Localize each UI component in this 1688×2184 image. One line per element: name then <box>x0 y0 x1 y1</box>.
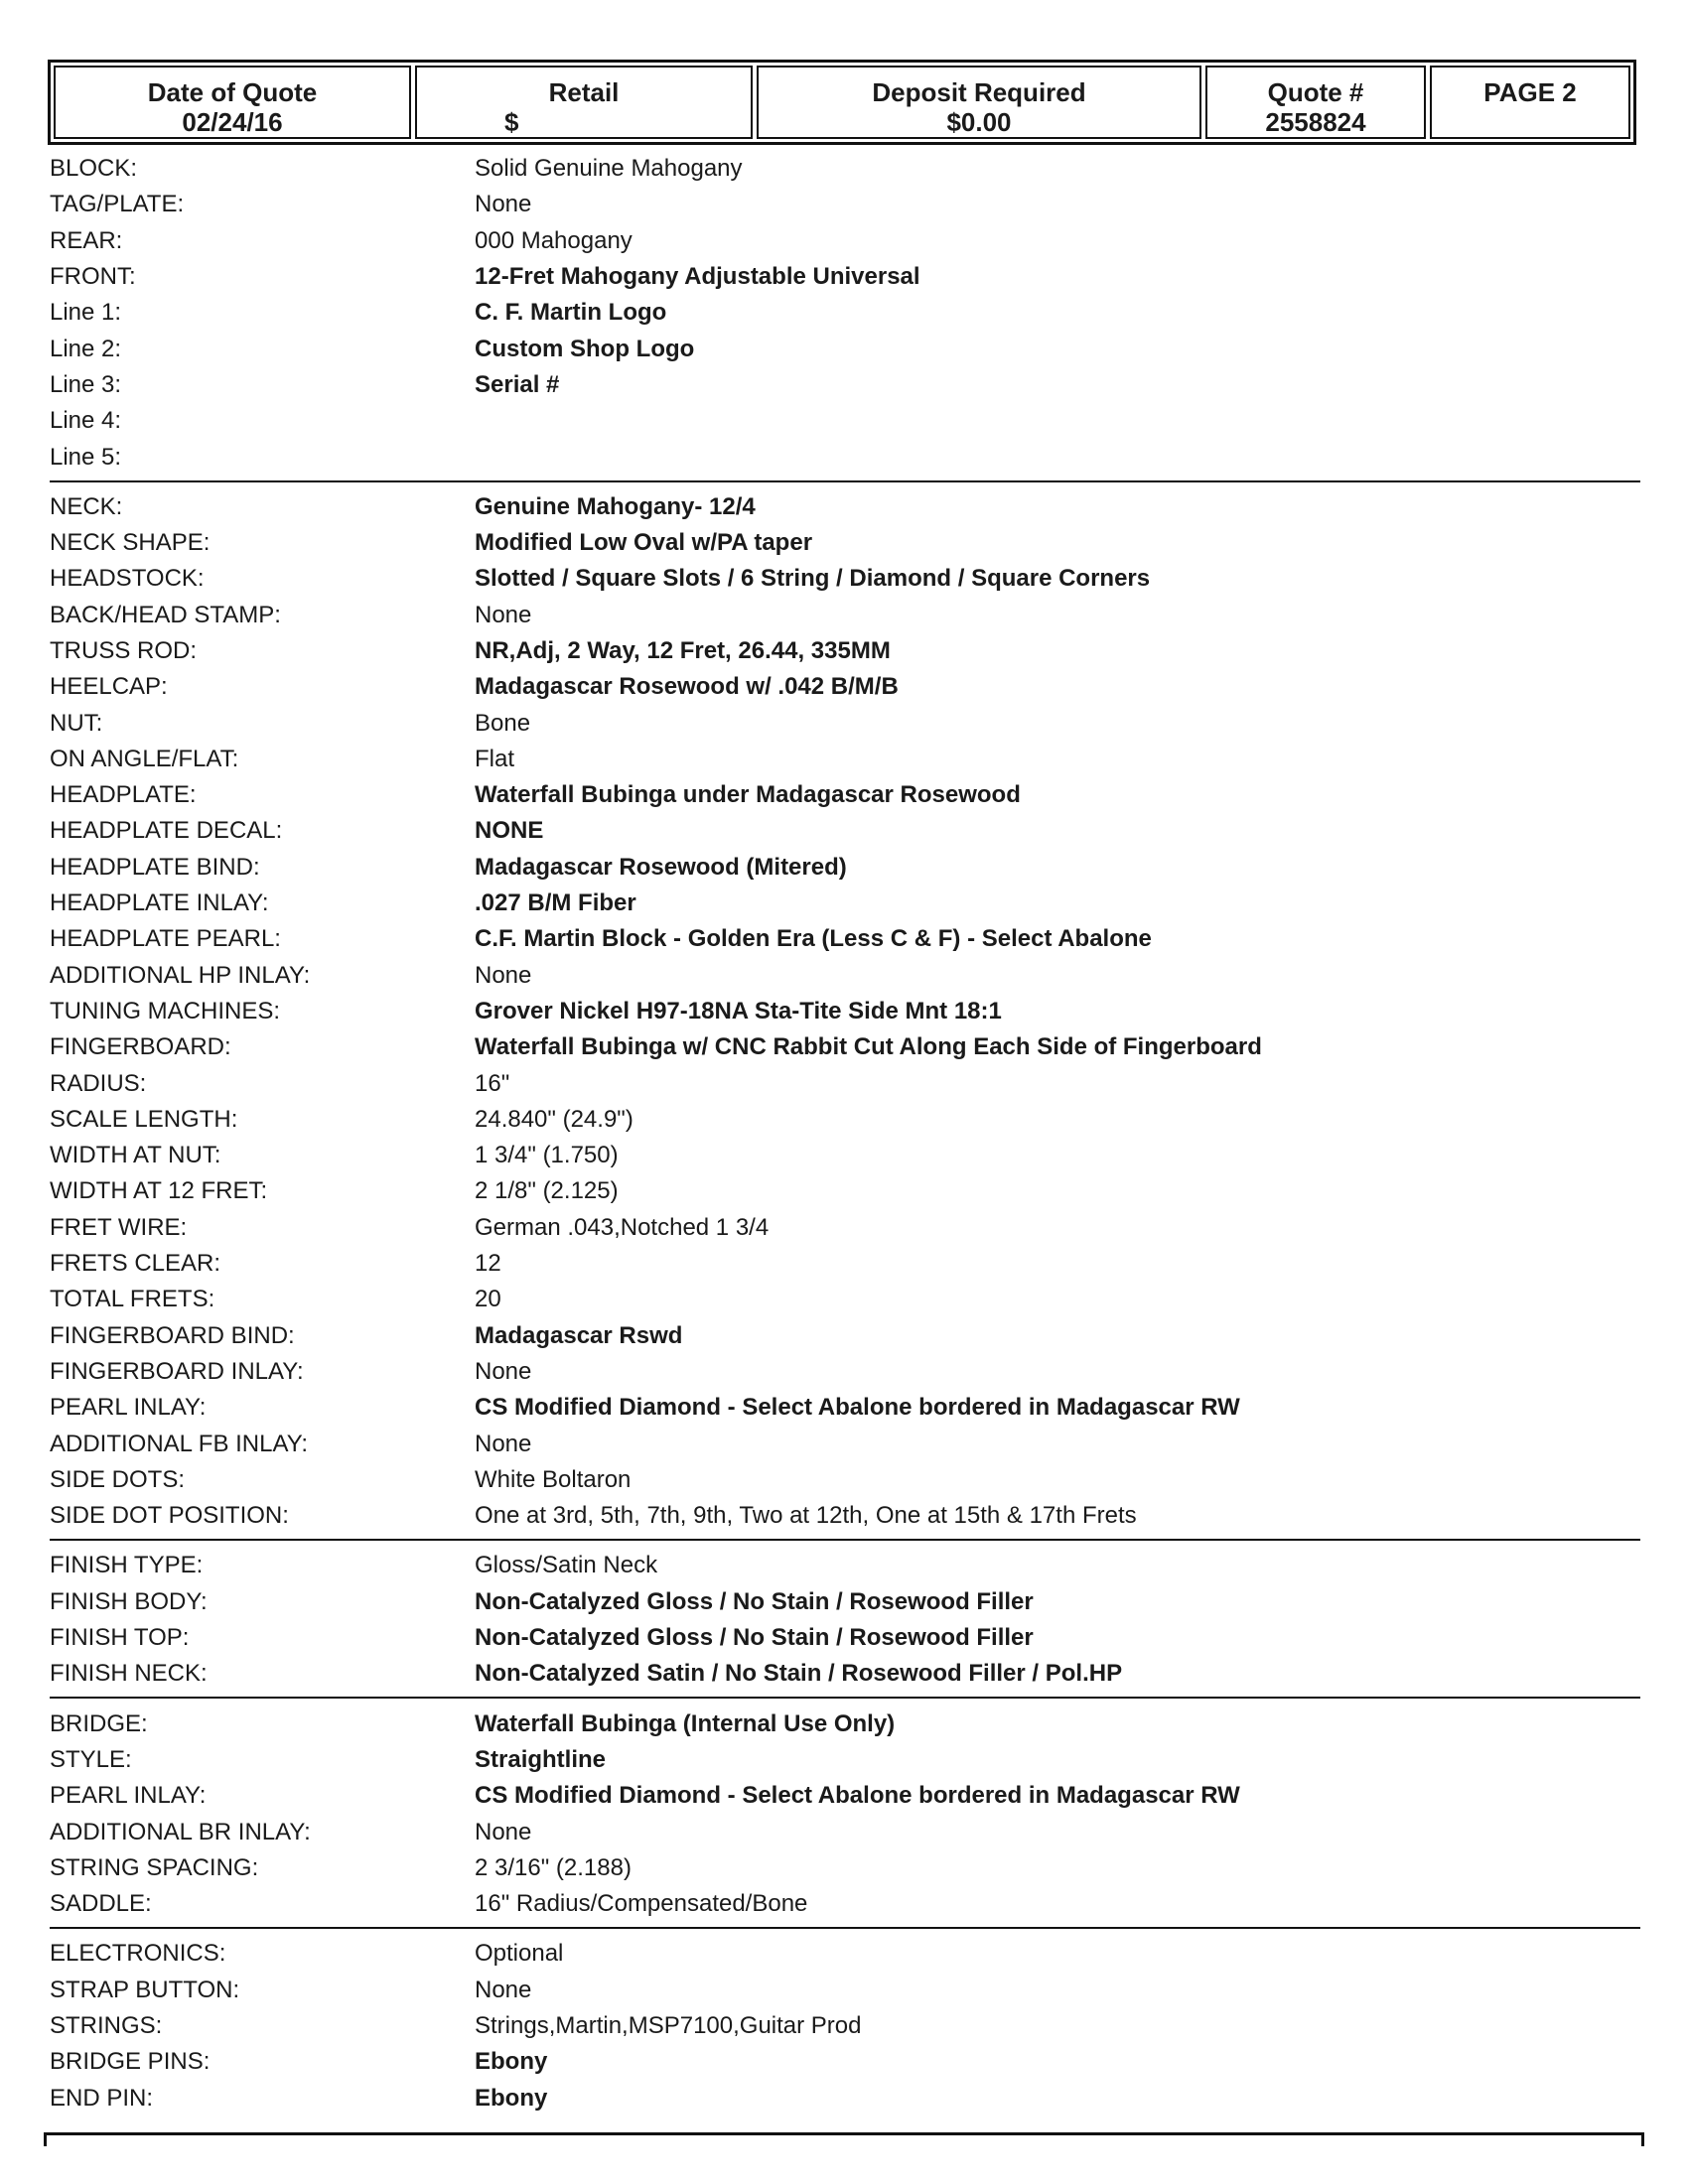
spec-row <box>50 958 1640 994</box>
spec-label: STYLE: <box>50 1745 132 1773</box>
spec-value: None <box>475 1357 532 1385</box>
date-of-quote-value: 02/24/16 <box>182 107 283 137</box>
spec-row <box>50 886 1640 921</box>
spec-row <box>50 1742 1640 1778</box>
spec-value: NONE <box>475 817 544 845</box>
spec-value: Genuine Mahogany- 12/4 <box>475 492 756 520</box>
spec-row <box>50 439 1640 475</box>
spec-row <box>50 813 1640 849</box>
spec-label: ON ANGLE/FLAT: <box>50 745 239 772</box>
spec-label: Line 5: <box>50 443 122 471</box>
spec-row <box>50 1850 1640 1886</box>
spec-value: 000 Mahogany <box>475 226 633 254</box>
spec-row <box>50 1706 1640 1741</box>
spec-value: None <box>475 1430 532 1457</box>
spec-value: Optional <box>475 1940 564 1968</box>
spec-value: None <box>475 601 532 628</box>
spec-row <box>50 1282 1640 1317</box>
spec-label: WIDTH AT 12 FRET: <box>50 1177 268 1205</box>
spec-row <box>50 1246 1640 1282</box>
deposit-required-cell <box>757 66 1201 139</box>
spec-label: FINISH TYPE: <box>50 1552 204 1579</box>
spec-row <box>50 561 1640 597</box>
spec-row <box>50 403 1640 439</box>
retail-label: Retail <box>548 77 620 107</box>
spec-label: HEADPLATE: <box>50 781 197 809</box>
spec-label: FINGERBOARD INLAY: <box>50 1357 304 1385</box>
spec-value: White Boltaron <box>475 1465 632 1493</box>
spec-value: 12-Fret Mahogany Adjustable Universal <box>475 263 920 291</box>
spec-label: WIDTH AT NUT: <box>50 1142 221 1169</box>
spec-value: German .043,Notched 1 3/4 <box>475 1213 770 1241</box>
spec-row <box>50 994 1640 1029</box>
spec-row <box>50 1584 1640 1620</box>
spec-label: FINISH BODY: <box>50 1587 208 1615</box>
spec-row <box>50 669 1640 705</box>
spec-value: Custom Shop Logo <box>475 335 695 362</box>
spec-value: Non-Catalyzed Satin / No Stain / Rosewood Filler / Pol.HP <box>475 1660 1123 1688</box>
spec-value: 12 <box>475 1250 501 1278</box>
spec-row <box>50 1426 1640 1461</box>
spec-label: HEELCAP: <box>50 673 168 701</box>
spec-label: RADIUS: <box>50 1069 147 1097</box>
spec-value: CS Modified Diamond - Select Abalone bordered in Madagascar RW <box>475 1782 1240 1810</box>
spec-label: FINGERBOARD BIND: <box>50 1321 295 1349</box>
spec-label: FINISH TOP: <box>50 1624 190 1652</box>
spec-value: NR,Adj, 2 Way, 12 Fret, 26.44, 335MM <box>475 637 891 664</box>
page-number: PAGE 2 <box>1483 77 1577 107</box>
spec-section <box>50 151 1640 482</box>
spec-label: NECK SHAPE: <box>50 529 211 557</box>
spec-row <box>50 295 1640 331</box>
deposit-required-value: $0.00 <box>946 107 1012 137</box>
spec-value: Ebony <box>475 2048 548 2076</box>
spec-label: Line 4: <box>50 407 122 435</box>
spec-row <box>50 2008 1640 2044</box>
spec-label: ADDITIONAL FB INLAY: <box>50 1430 309 1457</box>
spec-row <box>50 2080 1640 2116</box>
spec-value: Non-Catalyzed Gloss / No Stain / Rosewood Filler <box>475 1624 1034 1652</box>
spec-row <box>50 777 1640 813</box>
spec-row <box>50 1354 1640 1390</box>
spec-value: 2 3/16" (2.188) <box>475 1853 632 1881</box>
spec-label: HEADPLATE INLAY: <box>50 889 269 917</box>
spec-row <box>50 1936 1640 1972</box>
spec-label: ADDITIONAL HP INLAY: <box>50 961 311 989</box>
spec-value: Bone <box>475 709 531 737</box>
spec-label: STRING SPACING: <box>50 1853 259 1881</box>
spec-value: Madagascar Rosewood w/ .042 B/M/B <box>475 673 899 701</box>
spec-label: TOTAL FRETS: <box>50 1286 215 1313</box>
spec-row <box>50 1462 1640 1498</box>
spec-value: None <box>475 1976 532 2003</box>
spec-label: BLOCK: <box>50 155 138 183</box>
spec-value: CS Modified Diamond - Select Abalone bordered in Madagascar RW <box>475 1394 1240 1422</box>
spec-row <box>50 921 1640 957</box>
spec-row <box>50 1814 1640 1849</box>
spec-row <box>50 1210 1640 1246</box>
spec-row <box>50 1102 1640 1138</box>
spec-row <box>50 1390 1640 1426</box>
spec-value: One at 3rd, 5th, 7th, 9th, Two at 12th, One at 15th & 17th Frets <box>475 1502 1137 1530</box>
spec-label: HEADPLATE DECAL: <box>50 817 283 845</box>
spec-value: Grover Nickel H97-18NA Sta-Tite Side Mnt 18:1 <box>475 997 1002 1024</box>
spec-label: FRET WIRE: <box>50 1213 188 1241</box>
spec-label: BRIDGE: <box>50 1709 148 1737</box>
spec-value: Waterfall Bubinga under Madagascar Rosewood <box>475 781 1021 809</box>
spec-value: Flat <box>475 745 515 772</box>
spec-row <box>50 151 1640 187</box>
spec-label: REAR: <box>50 226 123 254</box>
spec-section <box>50 489 1640 1542</box>
spec-label: PEARL INLAY: <box>50 1782 207 1810</box>
spec-label: ADDITIONAL BR INLAY: <box>50 1818 311 1845</box>
spec-label: NUT: <box>50 709 103 737</box>
spec-row <box>50 598 1640 633</box>
spec-label: HEADPLATE BIND: <box>50 853 260 881</box>
quote-number-value: 2558824 <box>1265 107 1366 137</box>
spec-value: Waterfall Bubinga w/ CNC Rabbit Cut Along Each Side of Fingerboard <box>475 1033 1262 1061</box>
quote-number-cell <box>1205 66 1426 139</box>
spec-label: TAG/PLATE: <box>50 191 185 218</box>
spec-row <box>50 1548 1640 1583</box>
spec-row <box>50 1138 1640 1173</box>
spec-value: 16" Radius/Compensated/Bone <box>475 1890 808 1918</box>
spec-label: FINISH NECK: <box>50 1660 208 1688</box>
spec-value: Non-Catalyzed Gloss / No Stain / Rosewood Filler <box>475 1587 1034 1615</box>
retail-cell <box>415 66 753 139</box>
spec-value: 20 <box>475 1286 501 1313</box>
spec-label: ELECTRONICS: <box>50 1940 226 1968</box>
spec-row <box>50 633 1640 669</box>
spec-row <box>50 2044 1640 2080</box>
page-number-cell <box>1430 66 1630 139</box>
spec-label: STRAP BUTTON: <box>50 1976 240 2003</box>
spec-label: FRETS CLEAR: <box>50 1250 221 1278</box>
spec-value: None <box>475 1818 532 1845</box>
spec-row <box>50 1029 1640 1065</box>
spec-row <box>50 525 1640 561</box>
spec-value: 1 3/4" (1.750) <box>475 1142 619 1169</box>
spec-value: Gloss/Satin Neck <box>475 1552 658 1579</box>
spec-label: SIDE DOT POSITION: <box>50 1502 289 1530</box>
spec-row <box>50 1778 1640 1814</box>
spec-label: BRIDGE PINS: <box>50 2048 211 2076</box>
spec-value: C. F. Martin Logo <box>475 299 667 327</box>
spec-value: Madagascar Rosewood (Mitered) <box>475 853 847 881</box>
spec-row <box>50 1620 1640 1656</box>
spec-value: C.F. Martin Block - Golden Era (Less C & F) - Select Abalone <box>475 925 1152 953</box>
spec-section <box>50 1548 1640 1699</box>
spec-value: None <box>475 191 532 218</box>
spec-row <box>50 1886 1640 1922</box>
spec-row <box>50 223 1640 259</box>
spec-label: FRONT: <box>50 263 136 291</box>
spec-label: BACK/HEAD STAMP: <box>50 601 281 628</box>
footer-rule <box>44 2132 1644 2135</box>
spec-value: Waterfall Bubinga (Internal Use Only) <box>475 1709 896 1737</box>
spec-label: HEADSTOCK: <box>50 565 205 593</box>
spec-value: 16" <box>475 1069 510 1097</box>
date-of-quote-label: Date of Quote <box>147 77 318 107</box>
spec-row <box>50 489 1640 525</box>
spec-label: Line 1: <box>50 299 122 327</box>
spec-row <box>50 259 1640 295</box>
spec-value: Solid Genuine Mahogany <box>475 155 743 183</box>
quote-header <box>48 60 1636 145</box>
spec-value: 24.840" (24.9") <box>475 1105 633 1133</box>
spec-row <box>50 367 1640 403</box>
spec-label: HEADPLATE PEARL: <box>50 925 281 953</box>
spec-value: .027 B/M Fiber <box>475 889 636 917</box>
spec-row <box>50 850 1640 886</box>
spec-row <box>50 1173 1640 1209</box>
date-of-quote-cell <box>54 66 411 139</box>
spec-label: END PIN: <box>50 2084 154 2112</box>
spec-list <box>50 151 1640 2128</box>
spec-value: Ebony <box>475 2084 548 2112</box>
spec-label: SADDLE: <box>50 1890 152 1918</box>
spec-value: 2 1/8" (2.125) <box>475 1177 619 1205</box>
retail-value: $ <box>504 107 519 137</box>
quote-number-label: Quote # <box>1267 77 1364 107</box>
spec-value: Modified Low Oval w/PA taper <box>475 529 813 557</box>
spec-label: FINGERBOARD: <box>50 1033 231 1061</box>
spec-label: TRUSS ROD: <box>50 637 198 664</box>
spec-value: Straightline <box>475 1745 607 1773</box>
spec-row <box>50 1973 1640 2008</box>
spec-value: None <box>475 961 532 989</box>
spec-row <box>50 742 1640 777</box>
spec-row <box>50 187 1640 222</box>
spec-row <box>50 1656 1640 1692</box>
spec-label: Line 3: <box>50 370 122 398</box>
spec-label: Line 2: <box>50 335 122 362</box>
spec-row <box>50 705 1640 741</box>
spec-value: Madagascar Rswd <box>475 1321 683 1349</box>
spec-label: SCALE LENGTH: <box>50 1105 238 1133</box>
spec-value: Slotted / Square Slots / 6 String / Diamond / Square Corners <box>475 565 1151 593</box>
spec-label: NECK: <box>50 492 123 520</box>
spec-value: Strings,Martin,MSP7100,Guitar Prod <box>475 2011 862 2039</box>
spec-section <box>50 1706 1640 1929</box>
spec-label: PEARL INLAY: <box>50 1394 207 1422</box>
spec-label: STRINGS: <box>50 2011 163 2039</box>
spec-row <box>50 1065 1640 1101</box>
spec-row <box>50 1498 1640 1534</box>
spec-section <box>50 1936 1640 2120</box>
spec-label: TUNING MACHINES: <box>50 997 281 1024</box>
deposit-required-label: Deposit Required <box>872 77 1086 107</box>
spec-row <box>50 1318 1640 1354</box>
spec-row <box>50 331 1640 366</box>
spec-value: Serial # <box>475 370 560 398</box>
spec-label: SIDE DOTS: <box>50 1465 186 1493</box>
